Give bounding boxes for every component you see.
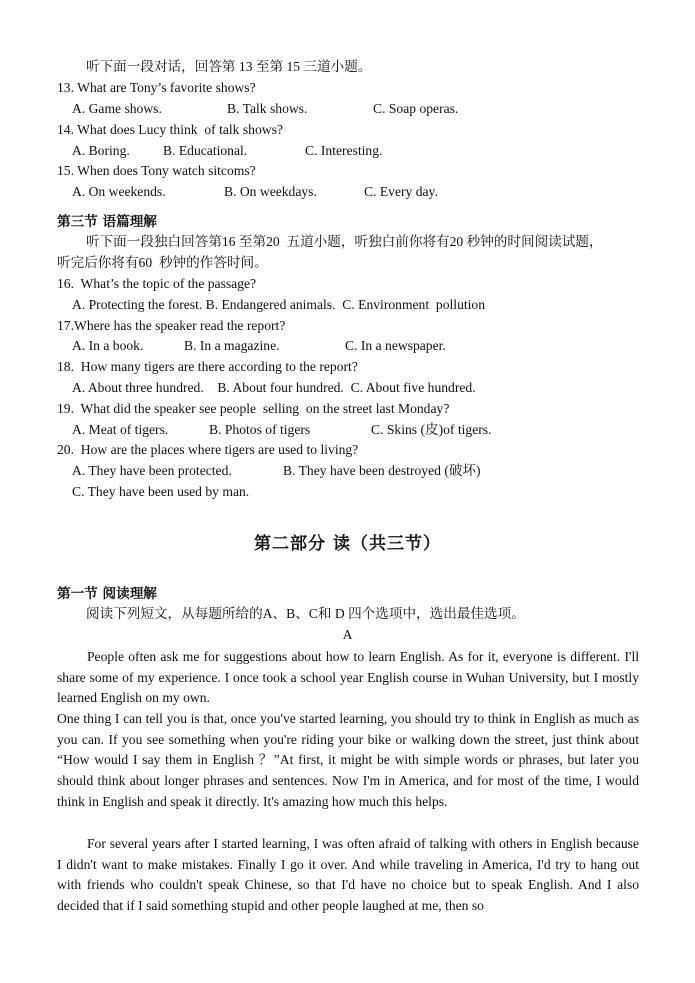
passage-paragraph-2 bbox=[57, 709, 639, 813]
q20-option-b: B. They have been destroyed (破坏) bbox=[283, 463, 481, 478]
section1-title: 第一节 阅读理解 bbox=[57, 586, 157, 602]
question-20: 20. How are the places where tigers are used to living? bbox=[57, 442, 359, 457]
paragraph-3-text: For several years after I started learning, I was often afraid of talking with others in English because I didn't want to make mistakes. Finally I go it over. And while traveling in America, I'd try to hang out with friends who couldn't speak Chinese, so that I'd have no choice but to speak English. And I also decided that if I said something stupid and other people laughed at me, then so bbox=[57, 836, 639, 914]
paragraph-1-text: People often ask me for suggestions about how to learn English. As for it, everyone is different. I'll share some of my experience. I once took a school year English course in Wuhan University, but I mostly learned English on my own. bbox=[57, 649, 639, 706]
q14-option-a: A. Boring. bbox=[72, 143, 130, 158]
q19-option-a: A. Meat of tigers. bbox=[72, 422, 169, 437]
q17-option-a: A. In a book. bbox=[72, 338, 144, 353]
q18-options: A. About three hundred. B. About four hundred. C. About five hundred. bbox=[72, 380, 476, 395]
question-16: 16. What’s the topic of the passage? bbox=[57, 276, 257, 291]
q17-option-b: B. In a magazine. bbox=[184, 338, 280, 353]
part2-heading: 第二部分 读（共三节） bbox=[254, 534, 441, 554]
section3-intro-line1: 听下面一段独白回答第16 至第20 五道小题，听独白前你将有20 秒钟的时间阅读试题， bbox=[86, 234, 603, 249]
question-15: 15. When does Tony watch sitcoms? bbox=[57, 163, 256, 178]
section3-intro-line2: 听完后你将有60 秒钟的作答时间。 bbox=[57, 255, 268, 270]
q19-option-c: C. Skins (皮)of tigers. bbox=[371, 422, 492, 437]
passage-paragraph-3 bbox=[57, 834, 639, 917]
q13-option-a: A. Game shows. bbox=[72, 101, 162, 116]
q14-option-b: B. Educational. bbox=[163, 143, 248, 158]
question-14: 14. What does Lucy think of talk shows? bbox=[57, 122, 283, 137]
q17-option-c: C. In a newspaper. bbox=[345, 338, 446, 353]
q20-option-a: A. They have been protected. bbox=[72, 463, 232, 478]
q13-option-c: C. Soap operas. bbox=[373, 101, 459, 116]
passage-paragraph-1 bbox=[57, 647, 639, 709]
q13-option-b: B. Talk shows. bbox=[227, 101, 308, 116]
section3-title: 第三节 语篇理解 bbox=[57, 214, 157, 230]
question-17: 17.Where has the speaker read the report? bbox=[57, 318, 286, 333]
passage-label: A bbox=[342, 627, 353, 642]
q20-option-c: C. They have been used by man. bbox=[72, 484, 250, 499]
paragraph-2-text: One thing I can tell you is that, once you've started learning, you should try to think in English as much as you can. If you see something when you're riding your bike or walking down the street, just think about “How would I say them in English ？”At first, it might be with simple words or phrases, but later you should think about longer phrases and sentences. Now I'm in America, and for most of the time, I would think in English and speak it directly. It's amazing how much this helps. bbox=[57, 711, 639, 809]
reading-instruction: 阅读下列短文，从每题所给的A、B、C和 D 四个选项中，选出最佳选项。 bbox=[86, 606, 525, 621]
q19-option-b: B. Photos of tigers bbox=[209, 422, 311, 437]
q15-option-b: B. On weekdays. bbox=[224, 184, 317, 199]
q15-option-c: C. Every day. bbox=[364, 184, 438, 199]
question-18: 18. How many tigers are there according to the report? bbox=[57, 359, 358, 374]
question-19: 19. What did the speaker see people selling on the street last Monday? bbox=[57, 401, 450, 416]
q16-options: A. Protecting the forest. B. Endangered animals. C. Environment pollution bbox=[72, 297, 486, 312]
question-13: 13. What are Tony’s favorite shows? bbox=[57, 80, 256, 95]
listening-intro-13-15: 听下面一段对话，回答第 13 至第 15 三道小题。 bbox=[86, 59, 372, 74]
q15-option-a: A. On weekends. bbox=[72, 184, 166, 199]
q14-option-c: C. Interesting. bbox=[305, 143, 383, 158]
